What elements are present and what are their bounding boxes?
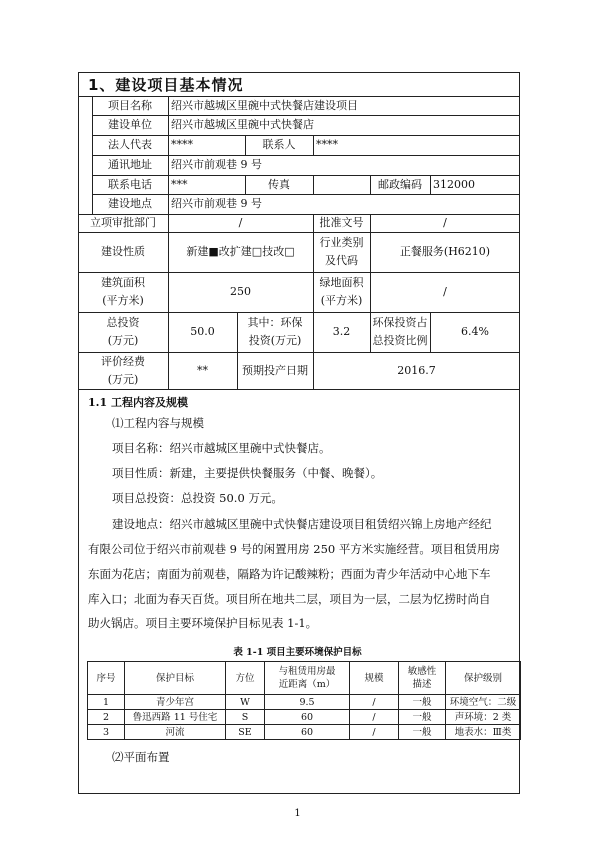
protection-targets-table [87, 661, 521, 740]
label-approval-no: 批准文号 [319, 216, 364, 229]
label-area-line1: 建筑面积 [101, 276, 145, 289]
cell-level: 地表水：Ⅲ类 [446, 725, 521, 740]
paragraph: 项目总投资：总投资 50.0 万元。 [112, 491, 283, 505]
label-nature: 建设性质 [101, 245, 145, 258]
value-fax [313, 175, 370, 194]
label-contact: 联系人 [262, 138, 296, 151]
paragraph-line: 助火锅店。项目主要环境保护目标见表 1-1。 [88, 616, 318, 630]
header-dist-line1: 与租赁用房最 [278, 666, 336, 677]
cell-no: 1 [88, 695, 125, 710]
header-sens-line2: 描述 [412, 679, 432, 690]
label-area-line2: (平方米) [102, 294, 144, 307]
value-phone: *** [171, 177, 188, 191]
label-industry [313, 232, 370, 272]
cell-no: 2 [88, 710, 125, 725]
label-industry-line1: 行业类别 [319, 236, 364, 249]
paragraph-line: 建设地点：绍兴市越城区里碗中式快餐店建设项目租赁绍兴锦上房地产经纪 [112, 517, 492, 531]
cell-dir: S [226, 710, 265, 725]
label-ratio-line1: 环保投资占 [372, 316, 428, 329]
value-date: 2016.7 [397, 363, 436, 377]
value-area: 250 [230, 285, 251, 298]
value-fee: ** [197, 363, 208, 377]
label-project-name: 项目名称 [108, 98, 152, 112]
paragraph: ⑴工程内容与规模 [112, 416, 204, 430]
header-cell: 保护级别 [446, 662, 521, 695]
value-project-name: 绍兴市越城区里碗中式快餐店建设项目 [171, 98, 358, 112]
cell-scale: / [350, 710, 399, 725]
header-sens-line1: 敏感性 [407, 666, 437, 677]
label-green-line1: 绿地面积 [319, 276, 364, 289]
cell-target: 河流 [125, 725, 226, 740]
value-ratio: 6.4% [461, 325, 489, 338]
header-dist-line2: 近距离（m） [278, 679, 336, 690]
value-legal: **** [171, 138, 193, 151]
paragraph-line: 库入口；北面为春天百货。项目所在地共二层，项目为一层，二层为忆捞时尚自 [88, 592, 491, 606]
label-env-invest-line1: 其中：环保 [247, 316, 303, 329]
label-invest-line1: 总投资 [106, 316, 140, 329]
value-postcode: 312000 [433, 177, 475, 191]
header-cell: 序号 [88, 662, 125, 695]
label-invest-line2: (万元) [107, 334, 139, 347]
table-row [88, 725, 521, 740]
value-green: / [443, 285, 447, 298]
label-fee-line1: 评价经费 [101, 354, 145, 368]
label-env-invest-line2: 投资(万元) [248, 334, 302, 347]
header-cell: 方位 [226, 662, 265, 695]
value-unit: 绍兴市越城区里碗中式快餐店 [171, 118, 314, 131]
header-cell [265, 662, 350, 695]
label-ratio [370, 312, 430, 352]
cell-sens: 一般 [399, 710, 446, 725]
cell-scale: / [350, 695, 399, 710]
label-green [313, 272, 370, 312]
value-site: 绍兴市前观巷 9 号 [171, 197, 262, 210]
table-row [88, 695, 521, 710]
value-contact: **** [316, 138, 338, 151]
cell-no: 3 [88, 725, 125, 740]
cell-dir: SE [226, 725, 265, 740]
label-invest [78, 312, 168, 352]
table-caption: 表 1-1 项目主要环境保护目标 [233, 647, 362, 658]
subsection-title: 1.1 工程内容及规模 [88, 396, 188, 409]
value-env-invest: 3.2 [332, 325, 351, 338]
value-nature: 新建■改扩建□技改□ [186, 245, 295, 258]
cell-dir: W [226, 695, 265, 710]
cell-level: 声环境：2 类 [446, 710, 521, 725]
table-row [88, 710, 521, 725]
label-green-line2: (平方米) [320, 294, 363, 307]
cell-dist: 60 [265, 710, 350, 725]
header-cell: 保护目标 [125, 662, 226, 695]
value-industry: 正餐服务(H6210) [399, 245, 491, 258]
value-address: 绍兴市前观巷 9 号 [171, 158, 262, 171]
value-approval-dept: / [238, 216, 243, 229]
paragraph-line: 有限公司位于绍兴市前观巷 9 号的闲置用房 250 平方米实施经营。项目租赁用房 [88, 542, 500, 556]
cell-dist: 9.5 [265, 695, 350, 710]
label-date: 预期投产日期 [242, 363, 308, 377]
cell-level: 环境空气：二级 [446, 695, 521, 710]
label-postcode: 邮政编码 [378, 177, 422, 191]
page-number: 1 [294, 808, 301, 819]
cell-target: 鲁迅西路 11 号住宅 [125, 710, 226, 725]
cell-target: 青少年宫 [125, 695, 226, 710]
label-unit: 建设单位 [108, 118, 152, 131]
label-site: 建设地点 [108, 197, 152, 210]
label-env-invest [237, 312, 313, 352]
label-address: 通讯地址 [108, 158, 152, 171]
header-cell [399, 662, 446, 695]
label-industry-line2: 及代码 [325, 254, 358, 267]
label-fax: 传真 [268, 177, 290, 191]
header-cell: 规模 [350, 662, 399, 695]
label-legal: 法人代表 [108, 138, 152, 151]
label-fee-line2: (万元) [107, 372, 139, 386]
label-approval-dept: 立项审批部门 [90, 216, 156, 229]
value-approval-no: / [443, 216, 447, 229]
table-header-row [88, 662, 521, 695]
cell-scale: / [350, 725, 399, 740]
label-phone: 联系电话 [108, 177, 152, 191]
paragraph: ⑵平面布置 [112, 750, 170, 764]
label-ratio-line2: 总投资比例 [372, 334, 428, 347]
paragraph: 项目性质：新建，主要提供快餐服务（中餐、晚餐）。 [112, 466, 383, 480]
label-fee [78, 352, 168, 389]
grid-line [78, 389, 520, 390]
value-invest: 50.0 [190, 325, 215, 338]
label-area [78, 272, 168, 312]
cell-sens: 一般 [399, 695, 446, 710]
paragraph-line: 东面为花店；南面为前观巷，隔路为许记酸辣粉；西面为青少年活动中心地下车 [88, 567, 491, 581]
cell-sens: 一般 [399, 725, 446, 740]
paragraph: 项目名称：绍兴市越城区里碗中式快餐店。 [112, 441, 331, 455]
cell-dist: 60 [265, 725, 350, 740]
section-title: 1、建设项目基本情况 [88, 76, 244, 94]
